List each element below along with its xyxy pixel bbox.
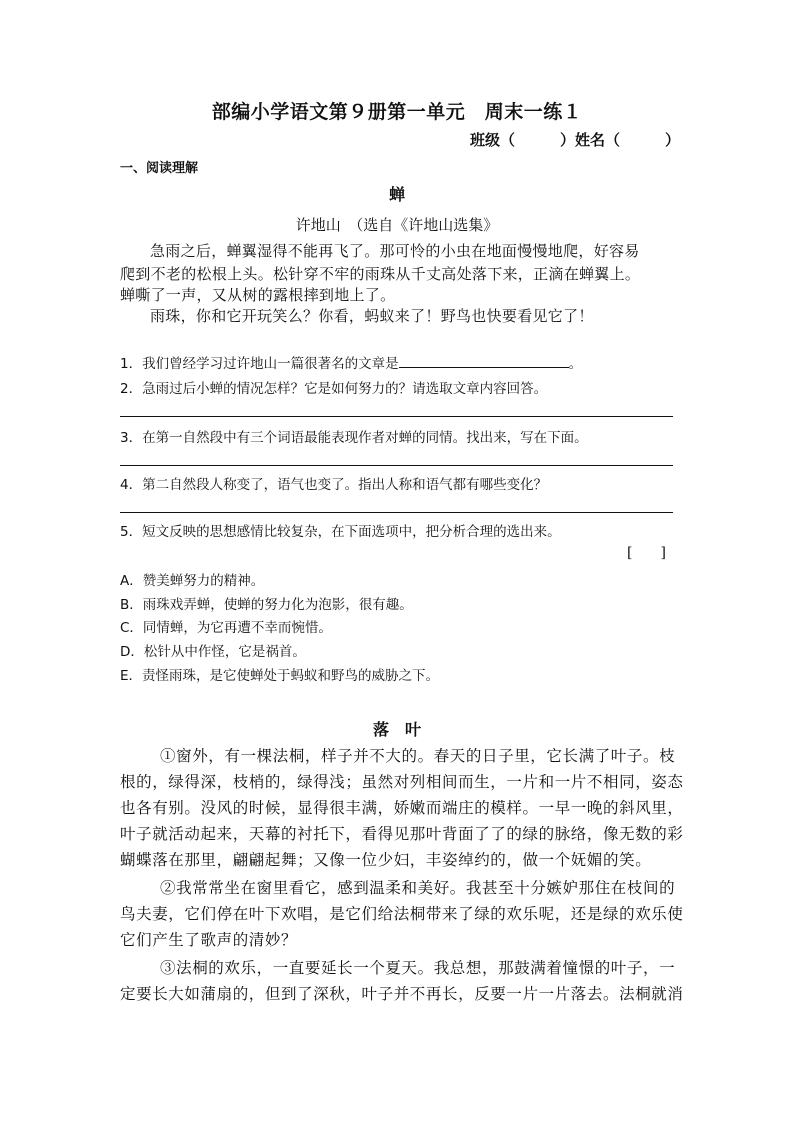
passage2-line: ①窗外，有一棵法桐，样子并不大的。春天的日子里，它长满了叶子。枝 <box>160 747 676 765</box>
question-3: 3．在第一自然段中有三个词语最能表现作者对蝉的同情。找出来，写在下面。 <box>120 430 588 446</box>
answer-line[interactable] <box>120 416 673 417</box>
question-1-text: 1．我们曾经学习过许地山一篇很著名的文章是 <box>120 356 399 372</box>
option-e: E．责怪雨珠，是它使蝉处于蚂蚁和野鸟的威胁之下。 <box>120 668 440 684</box>
answer-bracket[interactable]: [ ] <box>627 545 666 561</box>
answer-line[interactable] <box>120 465 673 466</box>
answer-line[interactable] <box>120 512 673 513</box>
passage2-title: 落 叶 <box>372 720 421 739</box>
passage2-line: ③法桐的欢乐，一直要延长一个夏天。我总想，那鼓满着憧憬的叶子，一 <box>160 959 676 977</box>
option-d: D．松针从中作怪，它是祸首。 <box>120 644 306 660</box>
question-1 <box>120 352 582 372</box>
option-c: C．同情蝉，为它再遭不幸而惋惜。 <box>120 620 332 636</box>
passage2-line: 定要长大如蒲扇的，但到了深秋，叶子并不再长，反要一片一片落去。法桐就消 <box>120 985 684 1003</box>
passage2-line: 鸟夫妻，它们停在叶下欢唱，是它们给法桐带来了绿的欢乐呢，还是绿的欢乐使 <box>120 905 684 923</box>
passage1-line: 雨珠，你和它开玩笑么？你看，蚂蚁来了！野鸟也快要看见它了！ <box>150 307 594 325</box>
section-heading: 一、阅读理解 <box>120 161 199 176</box>
option-b: B．雨珠戏弄蝉，使蝉的努力化为泡影，很有趣。 <box>120 597 413 613</box>
passage1-author: 许地山 （选自《许地山选集》 <box>295 216 499 234</box>
passage2-line: 蝴蝶落在那里，翩翩起舞；又像一位少妇，丰姿绰约的，做一个妩媚的笑。 <box>120 851 652 869</box>
option-a: A．赞美蝉努力的精神。 <box>120 573 265 589</box>
question-1-suffix: 。 <box>568 356 583 372</box>
passage2-line: ②我常常坐在窗里看它，感到温柔和美好。我甚至十分嫉妒那住在枝间的 <box>160 879 676 897</box>
question-4: 4．第二自然段人称变了，语气也变了。指出人称和语气都有哪些变化？ <box>120 477 548 493</box>
passage2-line: 根的，绿得深，枝梢的，绿得浅；虽然对列相间而生，一片和一片不相同，姿态 <box>120 773 684 791</box>
class-name-field: 班级（ ）姓名（ ） <box>470 131 681 149</box>
passage2-line: 叶子就活动起来，天幕的衬托下，看得见那叶背面了了的绿的脉络，像无数的彩 <box>120 825 684 843</box>
passage1-title: 蝉 <box>388 185 405 204</box>
passage2-line: 也各有别。没风的时候，显得很丰满，娇嫩而端庄的模样。一早一晚的斜风里， <box>120 799 684 817</box>
passage1-line: 急雨之后，蝉翼湿得不能再飞了。那可怜的小虫在地面慢慢地爬，好容易 <box>150 242 640 260</box>
page-title: 部编小学语文第９册第一单元 周末一练１ <box>211 101 583 123</box>
question-2: 2．急雨过后小蝉的情况怎样？它是如何努力的？请选取文章内容回答。 <box>120 381 548 397</box>
answer-blank[interactable] <box>399 353 569 368</box>
question-5: 5．短文反映的思想感情比较复杂，在下面选项中，把分析合理的选出来。 <box>120 524 561 540</box>
passage2-line: 它们产生了歌声的清妙？ <box>120 931 298 949</box>
passage1-line: 蝉嘶了一声，又从树的露根摔到地上了。 <box>120 286 396 304</box>
passage1-line: 爬到不老的松根上头。松针穿不牢的雨珠从千丈高处落下来，正滴在蝉翼上。 <box>120 265 641 283</box>
